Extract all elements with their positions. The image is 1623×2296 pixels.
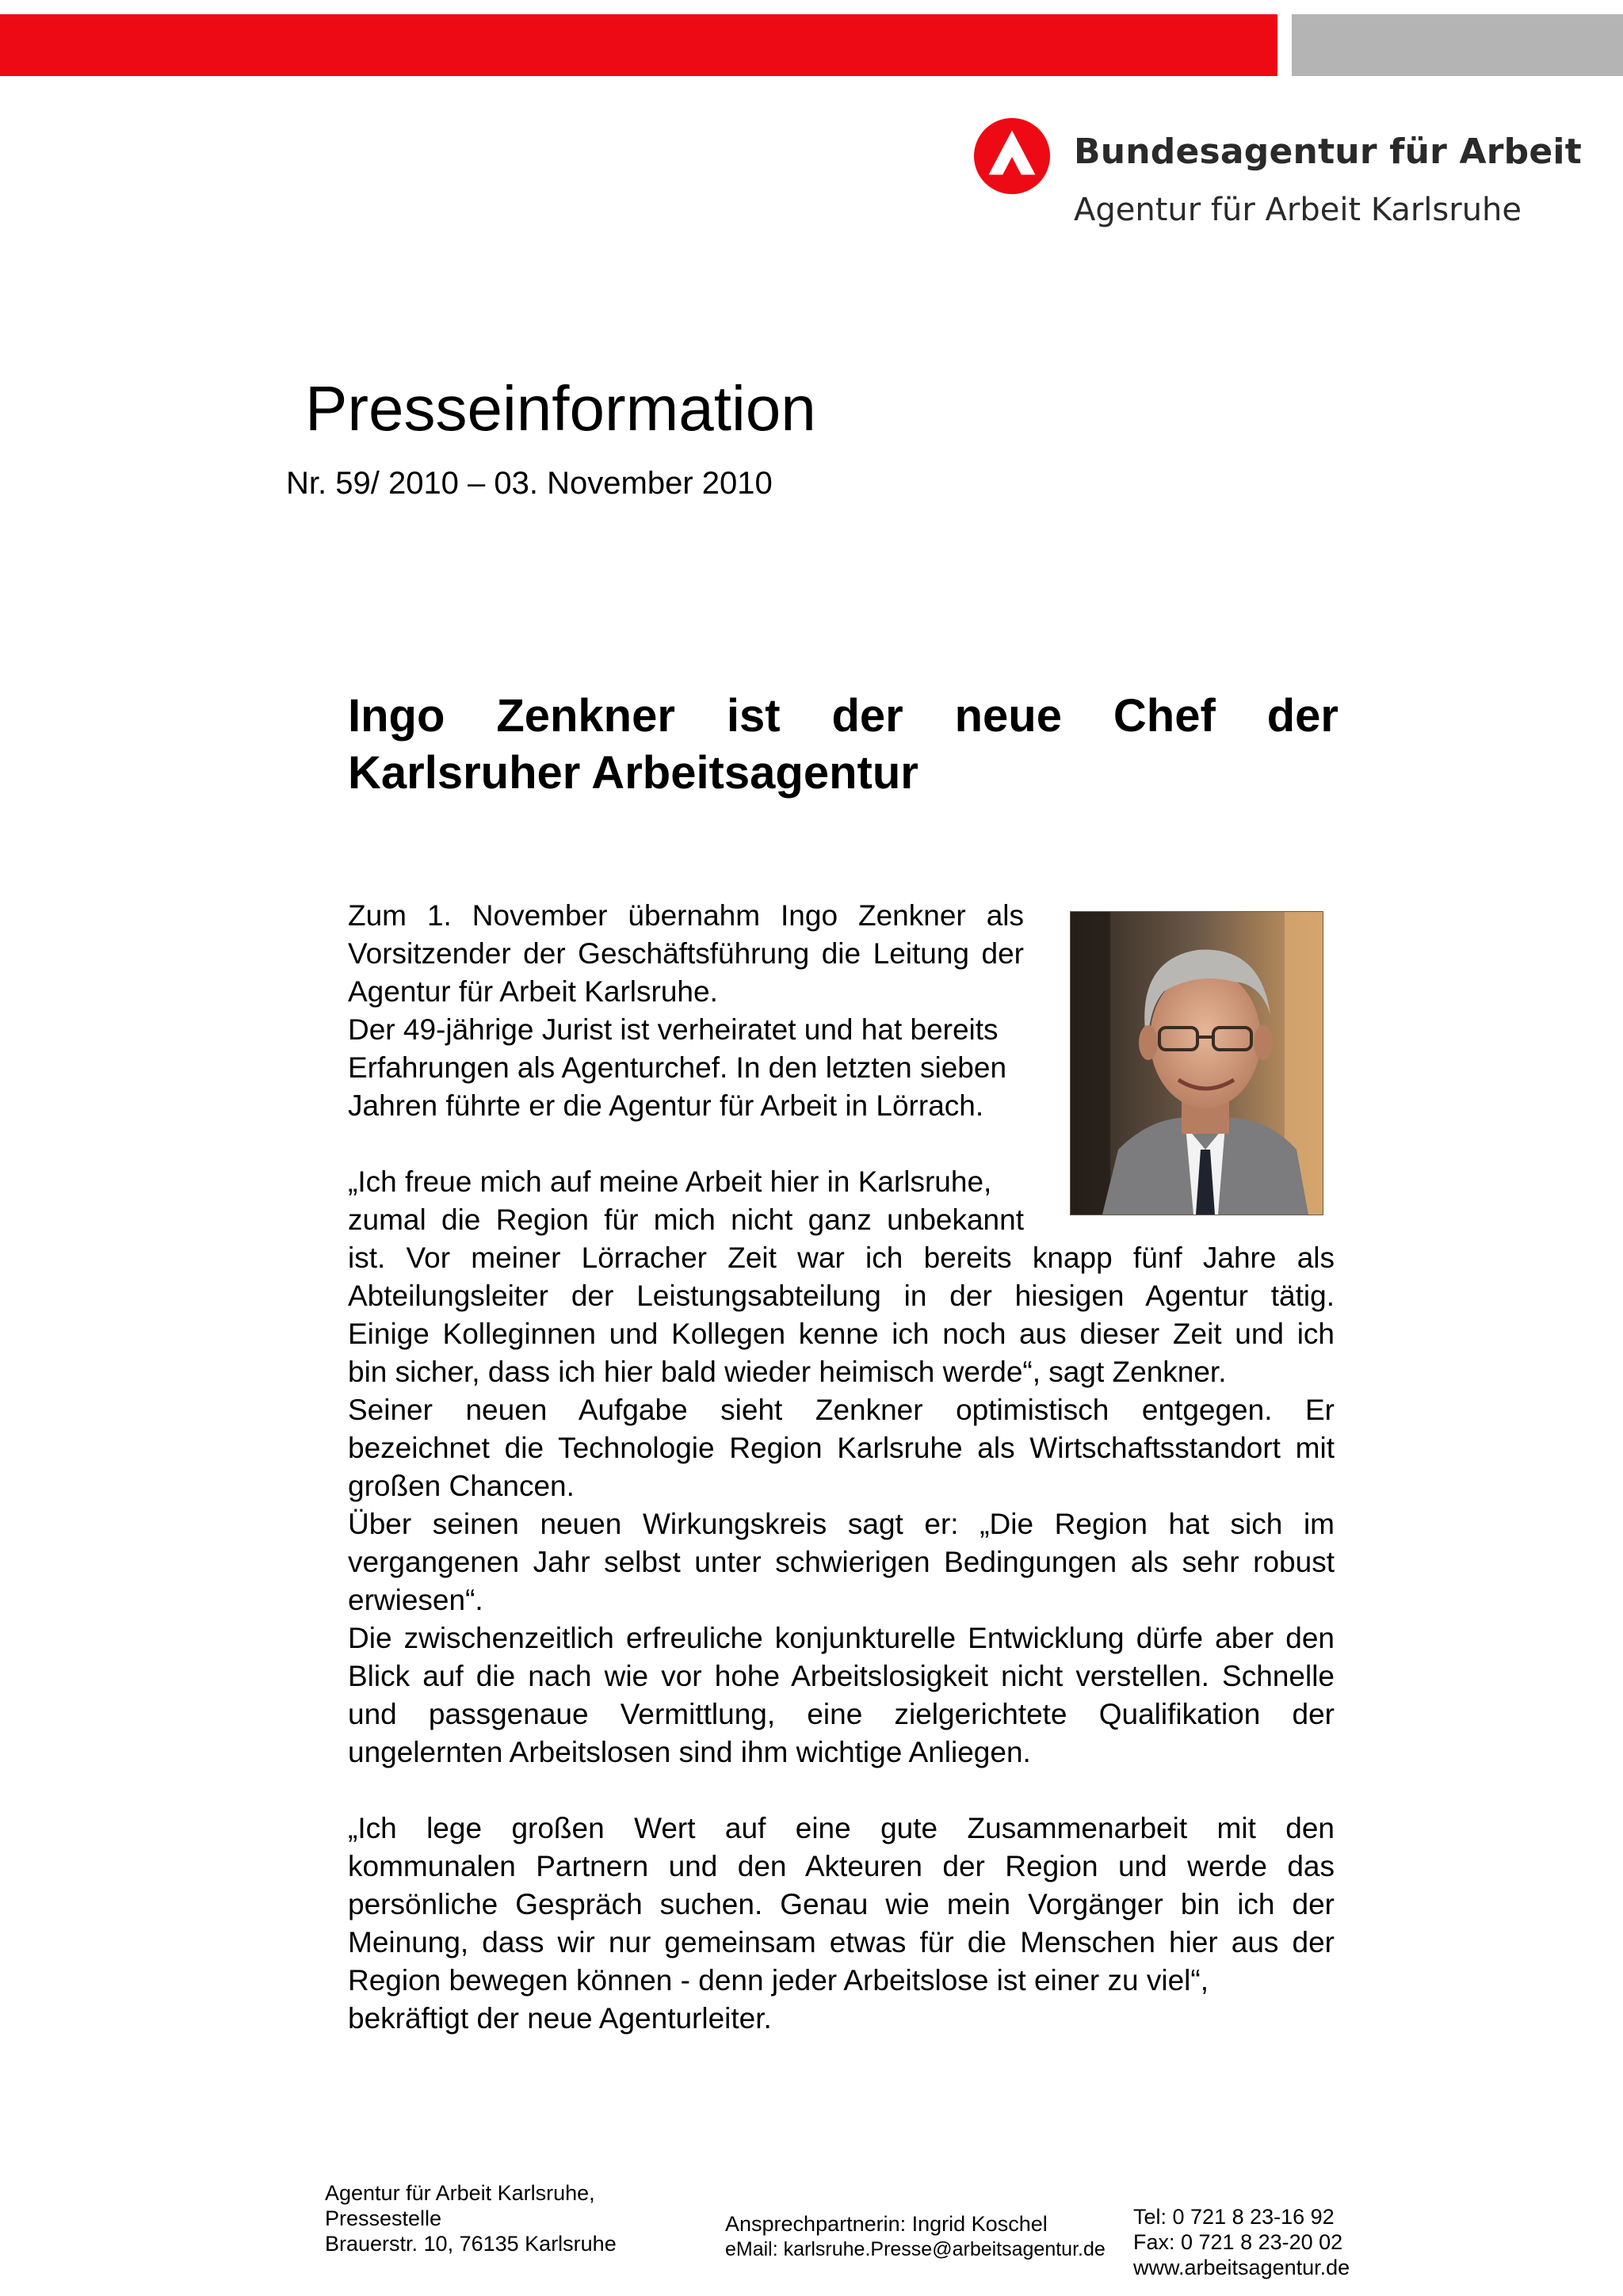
headline-line-2: Karlsruher Arbeitsagentur [348,747,918,799]
headline-word: der [1266,690,1338,742]
footer-website-link[interactable]: www.arbeitsagentur.de [1133,2256,1350,2279]
headline-word: Ingo [348,690,445,742]
body-line: Zum 1. November übernahm Ingo Zenkner als [348,899,1024,932]
footer-contact-person: Ansprechpartnerin: Ingrid Koschel [725,2212,1048,2236]
body-line: „Ich lege großen Wert auf eine gute Zusammenarbeit mit den [348,1812,1335,1844]
footer-email-link[interactable]: eMail: karlsruhe.Presse@arbeitsagentur.de [725,2238,1106,2260]
body-line: großen Chancen. [348,1470,575,1502]
body-line: bezeichnet die Technologie Region Karlsruhe als Wirtschaftsstandort mit [348,1432,1335,1464]
body-line: Über seinen neuen Wirkungskreis sagt er: „Die Region hat sich im [348,1508,1335,1540]
headline-word: Chef [1113,690,1216,742]
body-line: zumal die Region für mich nicht ganz unbekannt [348,1203,1024,1236]
footer-fax: Fax: 0 721 8 23-20 02 [1133,2230,1343,2254]
article-headline [348,688,1338,802]
headline-word: der [831,690,903,742]
body-line: Seiner neuen Aufgabe sieht Zenkner optimistisch entgegen. Er [348,1394,1335,1426]
body-line: persönliche Gespräch suchen. Genau wie mein Vorgänger bin ich der [348,1888,1335,1920]
body-line: kommunalen Partnern und den Akteuren der Region und werde das [348,1850,1335,1882]
headline-word: ist [726,690,781,742]
headline-word: Zenkner [496,690,675,742]
body-line: erwiesen“. [348,1584,483,1616]
headline-word: neue [954,690,1062,742]
body-line: vergangenen Jahr selbst unter schwierigen Bedingungen als sehr robust [348,1546,1335,1578]
paragraph-gap [348,1125,1335,1163]
body-line: Region bewegen können - denn jeder Arbeitslose ist einer zu viel“, [348,1964,1209,1997]
footer-address-line: Pressestelle [325,2206,442,2230]
body-line: Die zwischenzeitlich erfreuliche konjunkturelle Entwicklung dürfe aber den [348,1622,1335,1654]
footer-address-line: Agentur für Arbeit Karlsruhe, [325,2181,595,2205]
body-line: Abteilungsleiter der Leistungsabteilung in der hiesigen Agentur tätig. [348,1280,1335,1312]
footer-phone [1133,2204,1350,2280]
body-line: Erfahrungen als Agenturchef. In den letzten sieben [348,1051,1007,1084]
body-line: Der 49-jährige Jurist ist verheiratet und hat bereits [348,1013,999,1046]
page-subtitle: Nr. 59/ 2010 – 03. November 2010 [286,466,773,501]
headline-line-1 [348,688,1338,745]
body-line: Vorsitzender der Geschäftsführung die Leitung der [348,937,1024,970]
footer-address [325,2180,617,2256]
paragraph-gap [348,1772,1335,1810]
body-line: und passgenaue Vermittlung, eine zielgerichtete Qualifikation der [348,1698,1335,1730]
logo-agency-name: Agentur für Arbeit Karlsruhe [1074,192,1522,228]
body-line: Einige Kolleginnen und Kollegen kenne ich noch aus dieser Zeit und ich [348,1318,1335,1350]
header-red-bar [0,14,1277,76]
body-line: „Ich freue mich auf meine Arbeit hier in Karlsruhe, [348,1165,992,1198]
page-title: Presseinformation [305,373,816,444]
body-line: bin sicher, dass ich hier bald wieder heimisch werde“, sagt Zenkner. [348,1356,1227,1388]
body-line: Jahren führte er die Agentur für Arbeit in Lörrach. [348,1089,984,1122]
footer-address-line: Brauerstr. 10, 76135 Karlsruhe [325,2232,617,2256]
bundesagentur-logo-icon [973,117,1051,195]
footer-tel: Tel: 0 721 8 23-16 92 [1133,2205,1335,2229]
body-line: Agentur für Arbeit Karlsruhe. [348,975,718,1008]
body-line: Blick auf die nach wie vor hohe Arbeitslosigkeit nicht verstellen. Schnelle [348,1660,1335,1692]
footer-contact [725,2211,1106,2262]
logo-organization-name: Bundesagentur für Arbeit [1074,132,1582,172]
header-gray-bar [1292,14,1623,76]
body-line: bekräftigt der neue Agenturleiter. [348,2002,772,2035]
body-line: ungelernten Arbeitslosen sind ihm wichtige Anliegen. [348,1736,1031,1768]
body-line: ist. Vor meiner Lörracher Zeit war ich bereits knapp fünf Jahre als [348,1241,1335,1274]
article-body [348,897,1335,2038]
body-line: Meinung, dass wir nur gemeinsam etwas für die Menschen hier aus der [348,1926,1335,1958]
